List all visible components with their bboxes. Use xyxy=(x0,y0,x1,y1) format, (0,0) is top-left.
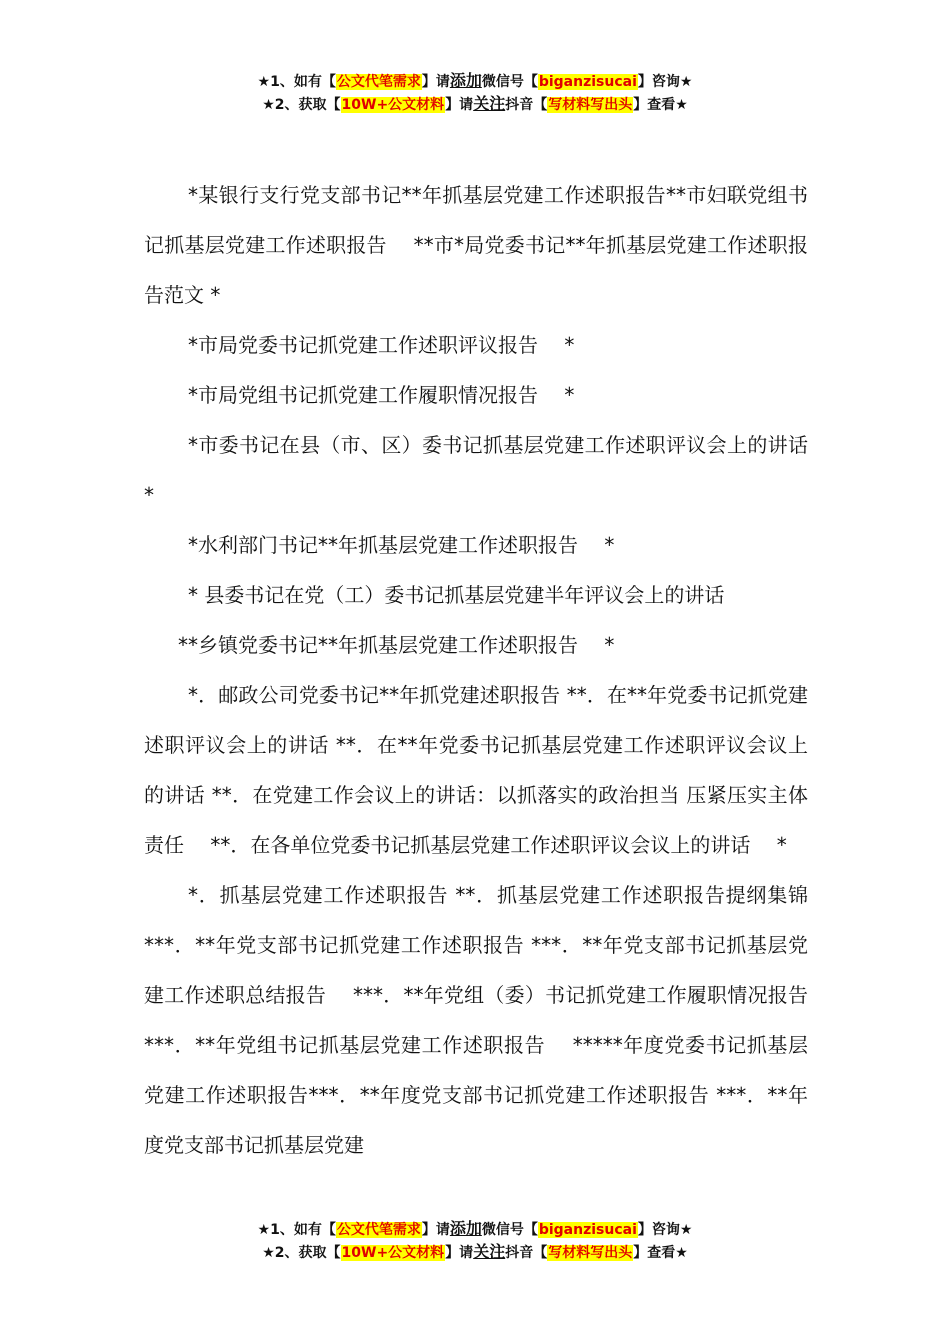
paragraph: * 县委书记在党（工）委书记抓基层党建半年评议会上的讲话 xyxy=(188,583,725,607)
highlight-text: 10W+公文材料 xyxy=(341,97,445,113)
header-banner xyxy=(0,70,950,116)
document-body xyxy=(144,170,835,1170)
banner-text: 】请 xyxy=(445,97,474,113)
banner-text: ★2、获取【 xyxy=(262,1245,341,1261)
emphasis-text: 关注 xyxy=(473,1242,506,1261)
banner-text: 微信号【 xyxy=(481,74,538,90)
paragraph: *某银行支行党支部书记**年抓基层党建工作述职报告**市妇联党组书记抓基层党建工作述职报告 **市*局党委书记**年抓基层党建工作述职报告范文 * xyxy=(144,183,808,307)
banner-line-1 xyxy=(0,70,950,93)
banner-text: 抖音【 xyxy=(505,1245,548,1261)
highlight-text: 公文代笔需求 xyxy=(336,1222,421,1238)
emphasis-text: 添加 xyxy=(449,1219,482,1238)
paragraph: *．抓基层党建工作述职报告 **．抓基层党建工作述职报告提纲集锦 ***．**年党支部书记抓党建工作述职报告 ***．**年党支部书记抓基层党建工作述职总结报告 ***．**年党组（委）书记抓党建工作履职情况报告 ***．**年党组书记抓基层党建工作述职报告 *****年度党委书记抓基层党建工作述职报告***．**年度党支部书记抓党建工作述职报告 ***．**年度党支部书记抓基层党建 xyxy=(144,883,835,1157)
banner-text: 】请 xyxy=(445,1245,474,1261)
paragraph: *．邮政公司党委书记**年抓党建述职报告 **．在**年党委书记抓党建述职评议会上的讲话 **．在**年党委书记抓基层党建工作述职评议会议上的讲话 **．在党建工作会议上的讲话：以抓落实的政治担当 压紧压实主体责任 **．在各单位党委书记抓基层党建工作述职评议会议上的讲话 * xyxy=(144,683,808,857)
emphasis-text: 关注 xyxy=(473,94,506,113)
paragraph: *水利部门书记**年抓基层党建工作述职报告 * xyxy=(188,533,615,557)
paragraph: *市局党委书记抓党建工作述职评议报告 * xyxy=(188,333,575,357)
douyin-account: 写材料写出头 xyxy=(548,97,633,113)
banner-text: 】请 xyxy=(421,1222,450,1238)
banner-text: 】查看★ xyxy=(633,1245,688,1261)
footer-banner xyxy=(0,1218,950,1264)
banner-text: 抖音【 xyxy=(505,97,548,113)
banner-text: ★2、获取【 xyxy=(262,97,341,113)
paragraph: **乡镇党委书记**年抓基层党建工作述职报告 * xyxy=(178,633,615,657)
banner-line-1 xyxy=(0,1218,950,1241)
emphasis-text: 添加 xyxy=(449,71,482,90)
banner-text: 微信号【 xyxy=(481,1222,538,1238)
highlight-text: 10W+公文材料 xyxy=(341,1245,445,1261)
banner-text: 】查看★ xyxy=(633,97,688,113)
highlight-text: 公文代笔需求 xyxy=(336,74,421,90)
banner-text: ★1、如有【 xyxy=(257,74,336,90)
paragraph: *市委书记在县（市、区）委书记抓基层党建工作述职评议会上的讲话 * xyxy=(144,433,835,507)
banner-text: ★1、如有【 xyxy=(257,1222,336,1238)
banner-line-2 xyxy=(0,93,950,116)
paragraph: *市局党组书记抓党建工作履职情况报告 * xyxy=(188,383,575,407)
douyin-account: 写材料写出头 xyxy=(548,1245,633,1261)
banner-line-2 xyxy=(0,1241,950,1264)
banner-text: 】请 xyxy=(421,74,450,90)
wechat-id: biganzisucai xyxy=(538,1222,637,1238)
banner-text: 】咨询★ xyxy=(637,1222,693,1238)
banner-text: 】咨询★ xyxy=(637,74,693,90)
wechat-id: biganzisucai xyxy=(538,74,637,90)
